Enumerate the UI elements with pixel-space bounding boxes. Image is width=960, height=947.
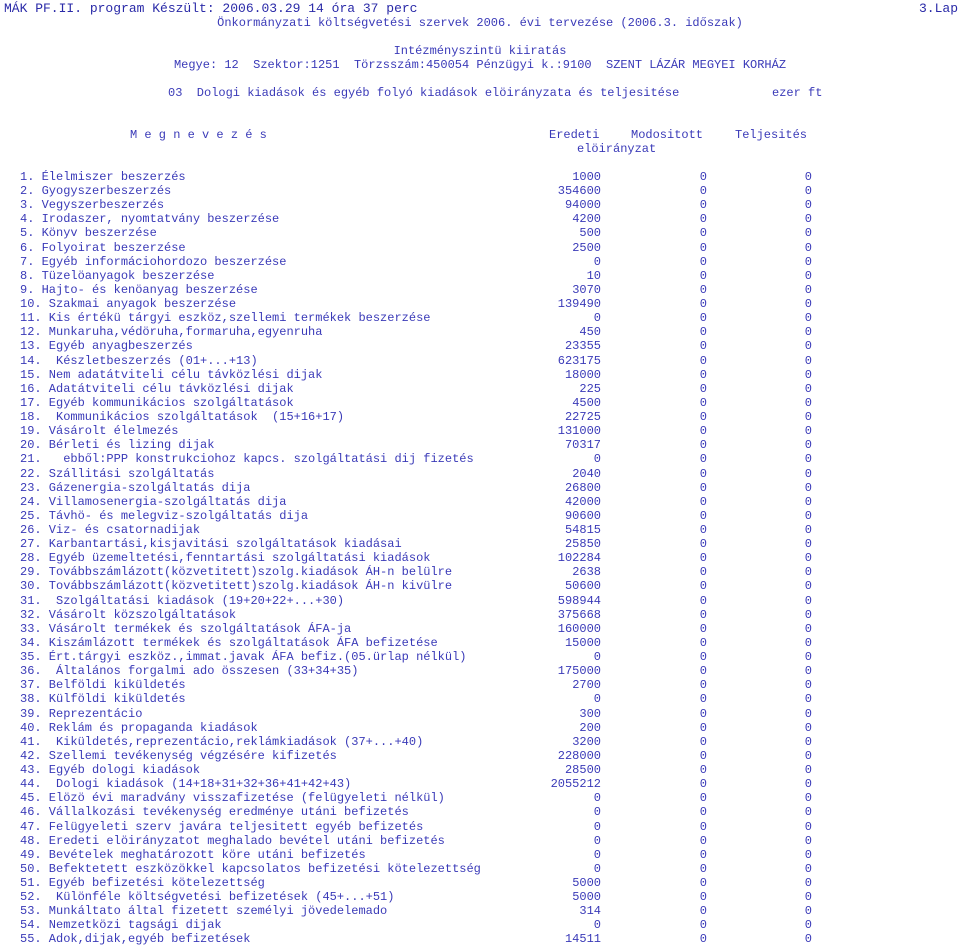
row-label: 21. ebből:PPP konstrukciohoz kapcs. szolgáltatási dij fizetés [20, 452, 474, 467]
row-teljesites-value: 0 [804, 395, 812, 410]
row-label: 43. Egyéb dologi kiadások [20, 763, 201, 778]
row-teljesites-value: 0 [804, 635, 812, 650]
row-modositott-value: 0 [699, 339, 707, 354]
row-label: 1. Élelmiszer beszerzés [20, 170, 186, 184]
row-eredeti-value: 0 [593, 791, 601, 806]
row-eredeti-value: 228000 [557, 748, 601, 763]
row-modositott-value: 0 [699, 311, 707, 326]
row-teljesites-value: 0 [804, 678, 812, 693]
row-eredeti-value: 0 [593, 452, 601, 467]
row-label: 48. Eredeti elöirányzatot meghalado bevétel utáni befizetés [20, 833, 445, 848]
row-teljesites-value: 0 [804, 226, 812, 241]
row-teljesites-value: 0 [804, 494, 812, 509]
row-modositott-value: 0 [699, 523, 707, 537]
row-modositott-value: 0 [699, 480, 707, 495]
row-teljesites-value: 0 [804, 551, 812, 566]
row-modositott-value: 0 [699, 226, 707, 241]
row-modositott-value: 0 [699, 198, 707, 213]
report-header-left: MÁK PF.II. program Készült: 2006.03.29 14 óra 37 perc [4, 1, 418, 16]
row-eredeti-value: 175000 [557, 664, 601, 679]
row-modositott-value: 0 [699, 847, 707, 862]
row-modositott-value: 0 [699, 748, 707, 763]
row-label: 27. Karbantartási,kisjavitási szolgáltatások kiadásai [20, 537, 402, 552]
row-eredeti-value: 4200 [572, 212, 601, 227]
row-modositott-value: 0 [699, 240, 707, 255]
row-modositott-value: 0 [699, 805, 707, 820]
row-teljesites-value: 0 [804, 297, 812, 312]
row-teljesites-value: 0 [804, 254, 812, 269]
row-teljesites-value: 0 [804, 777, 812, 792]
row-modositott-value: 0 [699, 565, 707, 580]
row-eredeti-value: 18000 [564, 367, 601, 382]
row-label: 20. Bérleti és lizing dijak [20, 438, 215, 453]
row-modositott-value: 0 [699, 466, 707, 481]
row-teljesites-value: 0 [804, 565, 812, 580]
row-teljesites-value: 0 [804, 212, 812, 227]
row-teljesites-value: 0 [804, 607, 812, 622]
row-eredeti-value: 5000 [572, 890, 601, 905]
row-teljesites-value: 0 [804, 720, 812, 735]
row-eredeti-value: 0 [593, 805, 601, 820]
row-modositott-value: 0 [699, 890, 707, 905]
row-eredeti-value: 70317 [564, 438, 601, 453]
row-teljesites-value: 0 [804, 367, 812, 382]
row-eredeti-value: 225 [579, 381, 601, 396]
row-label: 54. Nemzetközi tagsági dijak [20, 918, 222, 933]
row-eredeti-value: 0 [593, 254, 601, 269]
row-eredeti-value: 90600 [564, 508, 601, 523]
row-teljesites-value: 0 [804, 240, 812, 255]
row-modositott-value: 0 [699, 777, 707, 792]
row-eredeti-value: 2500 [572, 240, 601, 255]
row-teljesites-value: 0 [804, 537, 812, 552]
row-eredeti-value: 3070 [572, 282, 601, 297]
row-teljesites-value: 0 [804, 424, 812, 439]
row-teljesites-value: 0 [804, 579, 812, 594]
row-label: 6. Folyoirat beszerzése [20, 240, 186, 255]
row-teljesites-value: 0 [804, 339, 812, 354]
row-eredeti-value: 598944 [557, 593, 601, 608]
row-modositott-value: 0 [699, 819, 707, 834]
row-eredeti-value: 15000 [564, 635, 601, 650]
row-label: 31. Szolgáltatási kiadások (19+20+22+...+30) [20, 593, 345, 608]
row-eredeti-value: 3200 [572, 734, 601, 749]
row-label: 2. Gyogyszerbeszerzés [20, 184, 172, 199]
row-modositott-value: 0 [699, 367, 707, 382]
row-modositott-value: 0 [699, 833, 707, 848]
row-modositott-value: 0 [699, 494, 707, 509]
row-teljesites-value: 0 [804, 861, 812, 876]
section-title: 03 Dologi kiadások és egyéb folyó kiadások elöirányzata és teljesitése [168, 86, 680, 100]
row-eredeti-value: 25850 [564, 537, 601, 552]
row-label: 16. Adatátviteli célu távközlési dijak [20, 381, 294, 396]
column-header-modositott: Modositott [631, 128, 704, 142]
row-eredeti-value: 4500 [572, 395, 601, 410]
row-eredeti-value: 131000 [557, 424, 601, 439]
row-teljesites-value: 0 [804, 904, 812, 919]
row-label: 12. Munkaruha,védöruha,formaruha,egyenruha [20, 325, 323, 340]
row-modositott-value: 0 [699, 410, 707, 425]
row-eredeti-value: 354600 [557, 184, 601, 199]
row-label: 26. Viz- és csatornadijak [20, 523, 201, 537]
row-modositott-value: 0 [699, 876, 707, 890]
row-eredeti-value: 0 [593, 861, 601, 876]
row-teljesites-value: 0 [804, 791, 812, 806]
row-eredeti-value: 0 [593, 311, 601, 326]
row-modositott-value: 0 [699, 212, 707, 227]
row-label: 30. Továbbszámlázott(közvetitett)szolg.kiadások ÁH-n kivülre [20, 579, 453, 594]
row-label: 25. Távhö- és melegviz-szolgáltatás dija [20, 508, 309, 523]
row-teljesites-value: 0 [804, 452, 812, 467]
row-teljesites-value: 0 [804, 325, 812, 340]
row-label: 24. Villamosenergia-szolgáltatás dija [20, 494, 287, 509]
row-label: 29. Továbbszámlázott(közvetitett)szolg.kiadások ÁH-n belülre [20, 565, 453, 580]
row-teljesites-value: 0 [804, 353, 812, 368]
row-teljesites-value: 0 [804, 480, 812, 495]
row-eredeti-value: 0 [593, 650, 601, 665]
row-teljesites-value: 0 [804, 466, 812, 481]
row-modositott-value: 0 [699, 268, 707, 283]
row-modositott-value: 0 [699, 551, 707, 566]
row-modositott-value: 0 [699, 904, 707, 919]
row-modositott-value: 0 [699, 720, 707, 735]
row-eredeti-value: 2055212 [550, 777, 601, 792]
row-eredeti-value: 26800 [564, 480, 601, 495]
row-label: 41. Kiküldetés,reprezentácio,reklámkiadások (37+...+40) [20, 734, 424, 749]
row-label: 46. Vállalkozási tevékenység eredménye utáni befizetés [20, 805, 409, 820]
row-eredeti-value: 50600 [564, 579, 601, 594]
row-modositott-value: 0 [699, 621, 707, 636]
row-eredeti-value: 314 [579, 904, 601, 919]
row-teljesites-value: 0 [804, 268, 812, 283]
row-label: 7. Egyéb informáciohordozo beszerzése [20, 254, 287, 269]
row-modositott-value: 0 [699, 861, 707, 876]
row-teljesites-value: 0 [804, 282, 812, 297]
row-teljesites-value: 0 [804, 932, 812, 947]
row-eredeti-value: 23355 [564, 339, 601, 354]
row-eredeti-value: 54815 [564, 523, 601, 537]
row-teljesites-value: 0 [804, 833, 812, 848]
row-label: 49. Bevételek meghatározott köre utáni befizetés [20, 847, 366, 862]
row-eredeti-value: 1000 [572, 170, 601, 184]
column-header-eredeti: Eredeti [549, 128, 600, 142]
row-label: 11. Kis értékü tárgyi eszköz,szellemi termékek beszerzése [20, 311, 431, 326]
row-eredeti-value: 0 [593, 833, 601, 848]
row-teljesites-value: 0 [804, 198, 812, 213]
row-label: 35. Ért.tárgyi eszköz.,immat.javak ÁFA befiz.(05.ürlap nélkül) [20, 650, 467, 665]
column-header-name: M e g n e v e z é s [130, 128, 267, 142]
row-modositott-value: 0 [699, 508, 707, 523]
row-modositott-value: 0 [699, 452, 707, 467]
row-modositott-value: 0 [699, 381, 707, 396]
row-teljesites-value: 0 [804, 170, 812, 184]
row-teljesites-value: 0 [804, 692, 812, 707]
row-label: 22. Szállitási szolgáltatás [20, 466, 215, 481]
row-teljesites-value: 0 [804, 523, 812, 537]
row-teljesites-value: 0 [804, 734, 812, 749]
row-eredeti-value: 0 [593, 847, 601, 862]
row-teljesites-value: 0 [804, 438, 812, 453]
row-eredeti-value: 102284 [557, 551, 601, 566]
row-label: 9. Hajto- és kenöanyag beszerzése [20, 282, 258, 297]
column-header-modositott-line2: elöirányzat [577, 142, 657, 156]
row-teljesites-value: 0 [804, 819, 812, 834]
row-eredeti-value: 2040 [572, 466, 601, 481]
report-subtitle: Intézményszintü kiiratás [393, 44, 567, 58]
row-label: 37. Belföldi kiküldetés [20, 678, 186, 693]
row-modositott-value: 0 [699, 170, 707, 184]
row-label: 3. Vegyszerbeszerzés [20, 198, 165, 213]
row-modositott-value: 0 [699, 692, 707, 707]
row-eredeti-value: 10 [586, 268, 601, 283]
row-label: 40. Reklám és propaganda kiadások [20, 720, 258, 735]
row-label: 5. Könyv beszerzése [20, 226, 157, 241]
row-label: 18. Kommunikácios szolgáltatások (15+16+17) [20, 410, 345, 425]
row-label: 15. Nem adatátviteli célu távközlési dijak [20, 367, 323, 382]
row-teljesites-value: 0 [804, 184, 812, 199]
row-teljesites-value: 0 [804, 650, 812, 665]
row-label: 19. Vásárolt élelmezés [20, 424, 179, 439]
row-modositott-value: 0 [699, 254, 707, 269]
row-teljesites-value: 0 [804, 918, 812, 933]
row-teljesites-value: 0 [804, 805, 812, 820]
row-label: 55. Adok,dijak,egyéb befizetések [20, 932, 251, 947]
row-eredeti-value: 200 [579, 720, 601, 735]
row-modositott-value: 0 [699, 579, 707, 594]
row-eredeti-value: 0 [593, 819, 601, 834]
row-modositott-value: 0 [699, 184, 707, 199]
institution-line: Megye: 12 Szektor:1251 Törzsszám:450054 Pénzügyi k.:9100 SZENT LÁZÁR MEGYEI KORHÁZ [173, 58, 787, 72]
row-eredeti-value: 14511 [564, 932, 601, 947]
row-label: 39. Reprezentácio [20, 706, 143, 721]
row-modositott-value: 0 [699, 932, 707, 947]
row-teljesites-value: 0 [804, 621, 812, 636]
row-label: 28. Egyéb üzemeltetési,fenntartási szolgáltatási kiadások [20, 551, 431, 566]
row-label: 38. Külföldi kiküldetés [20, 692, 186, 707]
row-teljesites-value: 0 [804, 890, 812, 905]
row-eredeti-value: 2638 [572, 565, 601, 580]
row-modositott-value: 0 [699, 678, 707, 693]
row-teljesites-value: 0 [804, 311, 812, 326]
row-modositott-value: 0 [699, 282, 707, 297]
row-teljesites-value: 0 [804, 706, 812, 721]
row-teljesites-value: 0 [804, 664, 812, 679]
row-eredeti-value: 0 [593, 692, 601, 707]
row-modositott-value: 0 [699, 635, 707, 650]
row-modositott-value: 0 [699, 297, 707, 312]
row-modositott-value: 0 [699, 537, 707, 552]
row-eredeti-value: 139490 [557, 297, 601, 312]
row-eredeti-value: 500 [579, 226, 601, 241]
row-teljesites-value: 0 [804, 847, 812, 862]
row-teljesites-value: 0 [804, 748, 812, 763]
row-label: 36. Általános forgalmi ado összesen (33+34+35) [20, 664, 359, 679]
row-eredeti-value: 160000 [557, 621, 601, 636]
row-eredeti-value: 450 [579, 325, 601, 340]
row-eredeti-value: 375668 [557, 607, 601, 622]
row-label: 42. Szellemi tevékenység végzésére kifizetés [20, 748, 337, 763]
row-teljesites-value: 0 [804, 876, 812, 890]
row-label: 13. Egyéb anyagbeszerzés [20, 339, 193, 354]
row-teljesites-value: 0 [804, 508, 812, 523]
row-modositott-value: 0 [699, 607, 707, 622]
row-label: 23. Gázenergia-szolgáltatás dija [20, 480, 251, 495]
row-modositott-value: 0 [699, 791, 707, 806]
row-eredeti-value: 22725 [564, 410, 601, 425]
row-modositott-value: 0 [699, 395, 707, 410]
row-label: 45. Elözö évi maradvány visszafizetése (felügyeleti nélkül) [20, 791, 445, 806]
row-modositott-value: 0 [699, 593, 707, 608]
row-label: 14. Készletbeszerzés (01+...+13) [20, 353, 258, 368]
row-modositott-value: 0 [699, 664, 707, 679]
report-title: Önkormányzati költségvetési szervek 2006. évi tervezése (2006.3. időszak) [217, 16, 743, 30]
row-modositott-value: 0 [699, 650, 707, 665]
row-label: 53. Munkáltato által fizetett személyi jövedelemado [20, 904, 388, 919]
row-eredeti-value: 94000 [564, 198, 601, 213]
row-label: 4. Irodaszer, nyomtatvány beszerzése [20, 212, 280, 227]
row-modositott-value: 0 [699, 325, 707, 340]
row-teljesites-value: 0 [804, 593, 812, 608]
row-modositott-value: 0 [699, 734, 707, 749]
row-label: 32. Vásárolt közszolgáltatások [20, 607, 237, 622]
row-eredeti-value: 623175 [557, 353, 601, 368]
row-label: 8. Tüzelöanyagok beszerzése [20, 268, 215, 283]
row-label: 50. Befektetett eszközökkel kapcsolatos befizetési kötelezettség [20, 861, 481, 876]
row-modositott-value: 0 [699, 763, 707, 778]
row-modositott-value: 0 [699, 353, 707, 368]
column-header-teljesites: Teljesités [735, 128, 808, 142]
row-label: 10. Szakmai anyagok beszerzése [20, 297, 237, 312]
row-eredeti-value: 2700 [572, 678, 601, 693]
row-modositott-value: 0 [699, 438, 707, 453]
unit-label: ezer ft [772, 86, 823, 100]
row-teljesites-value: 0 [804, 763, 812, 778]
row-label: 51. Egyéb befizetési kötelezettség [20, 876, 265, 890]
row-label: 44. Dologi kiadások (14+18+31+32+36+41+42+43) [20, 777, 352, 792]
row-teljesites-value: 0 [804, 381, 812, 396]
row-eredeti-value: 28500 [564, 763, 601, 778]
row-label: 52. Különféle költségvetési befizetések (45+...+51) [20, 890, 395, 905]
row-modositott-value: 0 [699, 918, 707, 933]
row-eredeti-value: 300 [579, 706, 601, 721]
row-modositott-value: 0 [699, 706, 707, 721]
row-label: 17. Egyéb kommunikácios szolgáltatások [20, 395, 294, 410]
row-teljesites-value: 0 [804, 410, 812, 425]
row-label: 47. Felügyeleti szerv javára teljesitett egyéb befizetés [20, 819, 424, 834]
row-modositott-value: 0 [699, 424, 707, 439]
row-eredeti-value: 42000 [564, 494, 601, 509]
row-eredeti-value: 5000 [572, 876, 601, 890]
row-label: 33. Vásárolt termékek és szolgáltatások ÁFA-ja [20, 621, 352, 636]
page-number: 3.Lap [918, 1, 958, 16]
row-eredeti-value: 0 [593, 918, 601, 933]
row-label: 34. Kiszámlázott termékek és szolgáltatások ÁFA befizetése [20, 635, 438, 650]
